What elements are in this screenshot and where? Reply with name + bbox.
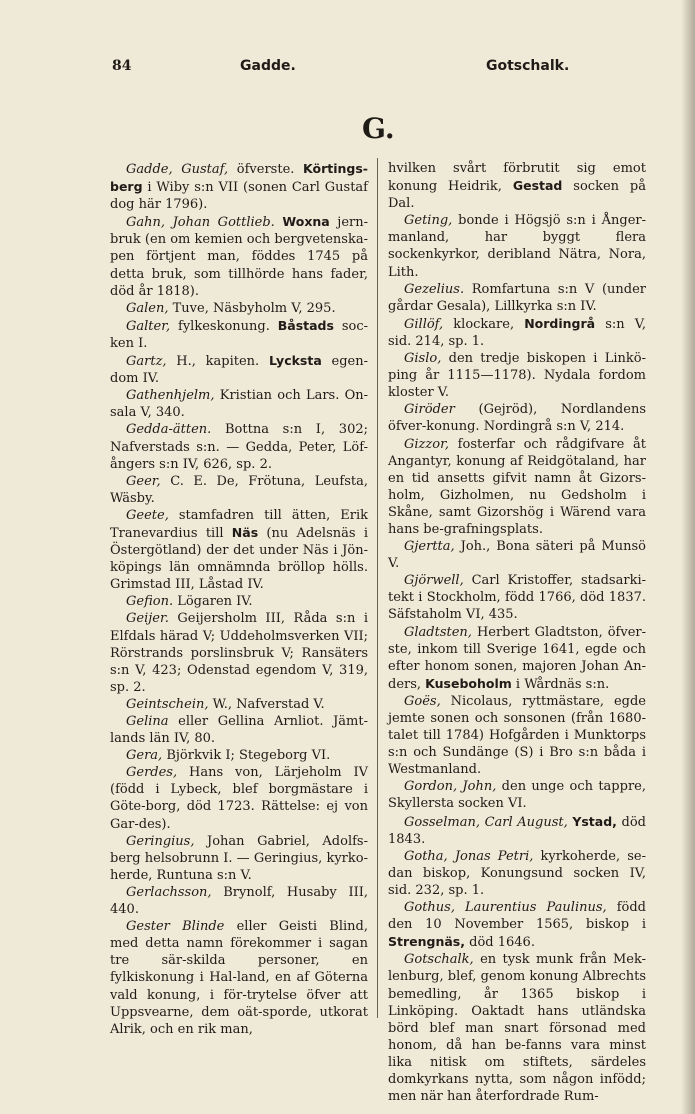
entry-pre: eller Gellina Arnliot. Jämt-lands län IV, 80. [110, 714, 368, 747]
entry-head: Gladtsten, [404, 624, 472, 640]
entry-pre: Romfartuna s:n V (under gårdar Gesala), Lillkyrka s:n IV. [388, 281, 646, 314]
entry [110, 507, 368, 593]
entry-head: Gelina [126, 714, 169, 729]
entry [388, 350, 646, 401]
entry [388, 624, 646, 693]
entry-pre: fylkeskonung. [170, 318, 278, 334]
entry-pre: H., kapiten. [166, 354, 269, 370]
entry [388, 951, 646, 1105]
entry-post: jern-bruk (en om kemien och bergvetenska-pen förtjent man, föddes 1745 på detta bruk, som tillhörde hans fader, död år 1818). [110, 215, 368, 299]
entry-head: Gester Blinde [126, 919, 225, 935]
entry [110, 833, 368, 884]
entry [110, 713, 368, 747]
entry-pre: en tysk munk från Mek-lenburg, blef, genom konung Albrechts bemedling, år 1365 biskop i Linköping. Oaktadt hans utländska börd blef man snart försonad med honom, då han be-fanns vara minst lika nitisk om stiftets, särdeles domkyrkans nytta, som någon infödd; men när han återfordrade Rum- [388, 952, 646, 1105]
entry-head: Gislo, [404, 351, 442, 367]
entry-head: Gizzor, [404, 436, 449, 452]
entry-head: Gartz, [126, 354, 167, 370]
entry [110, 593, 368, 610]
entry-pre: Tuve, Näsbyholm V, 295. [168, 300, 336, 316]
entry-head: Gefion. [126, 594, 174, 610]
entry-pre: Lögaren IV. [173, 594, 253, 610]
entry-pre: fosterfar och rådgifvare åt Angantyr, konung af Reidgötaland, har en tid ansetts gifvit namn åt Gizors-holm, Gizholmen, nu Gedsholm i Skåne, samt Gizorshög i Wärend vara hans be-grafningsplats. [388, 436, 646, 537]
entry-head: Galen, [126, 300, 169, 316]
entry-pre: Kristian och Lars. On-sala V, 340. [110, 388, 368, 421]
entry-head: Giröder [404, 402, 455, 418]
entry-head: Gedda-ätten. [126, 422, 212, 438]
entry-head: Gadde, Gustaf, [126, 162, 229, 177]
entry-head: Geintschein, [126, 696, 209, 712]
entry [110, 387, 368, 421]
entry [388, 212, 646, 280]
entry-head: Galter, [126, 318, 171, 334]
entry-bold: Körtings-berg [110, 161, 368, 195]
column-divider [377, 158, 378, 1018]
entry-head: Gezelius. [404, 281, 465, 297]
entry-head: Gerdes, [126, 765, 178, 781]
entry [388, 572, 646, 623]
entry-pre: Joh., Bona säteri på Munsö V. [388, 539, 646, 572]
entry-head: Gathenhjelm, [126, 388, 215, 404]
entry-pre: bonde i Högsjö s:n i Ånger-manland, har byggt flera sockenkyrkor, deribland Nätra, Nora, Lith. [388, 213, 646, 280]
entry [388, 436, 646, 539]
entry [110, 317, 368, 352]
entry-pre: Herbert Gladtston, öfver-ste, inkom till Sverige 1641, egde och efter honom sonen, majoren Johan An-ders, [388, 624, 646, 692]
entry [110, 421, 368, 472]
entry [388, 401, 646, 435]
entry-pre: Johan Gabriel, Adolfs-berg helsobrunn I. — Geringius, kyrko-herde, Runtuna s:n V. [110, 833, 368, 883]
entry-post: död 1843. [388, 814, 646, 847]
entry-pre: den tredje biskopen i Linkö-ping år 1115—1178). Nydala fordom kloster V. [388, 351, 646, 401]
entry [388, 778, 646, 812]
entry-pre: stamfadren till ätten, Erik Tranevardius till [110, 507, 368, 541]
entry-head: Gosselman, Carl August, [404, 814, 568, 830]
entry-pre: eller Geisti Blind, med detta namn förekommer i sagan tre sär-skilda personer, en fylkiskonung i Hal-land, en af Göterna vald konung, i för-trytelse öfver att Uppsvearne, dem oät-sporde, utkorat Alrik, och en rik man, [110, 919, 368, 1037]
entry-head: Geete, [126, 507, 169, 523]
entry-head: Geijer. [126, 611, 169, 627]
right-running-head: Gotschalk. [486, 58, 570, 74]
entry-head: Geting, [404, 213, 453, 229]
entry-head: Gordon, John, [404, 779, 497, 795]
entry-bold: Nordingrå [524, 315, 596, 331]
entry-head: Gothus, Laurentius Paulinus, [404, 900, 607, 916]
left-running-head: Gadde. [240, 58, 296, 74]
entry [388, 160, 646, 212]
entry-pre: öfverste. [228, 162, 304, 177]
entry-post: socken på Dal. [388, 179, 646, 212]
entry-head: Gahn, Johan Gottlieb. [126, 215, 275, 231]
entry-post: egen-dom IV. [110, 354, 369, 387]
entry-post: i Wårdnäs s:n. [511, 676, 610, 692]
entry [110, 213, 368, 299]
entry-head: Gotschalk, [404, 952, 474, 968]
entry-pre: Nicolaus, ryttmästare, egde jemte sonen och sonsonen (från 1680-talet till 1784) Hofgården i Munktorps s:n och Sundänge (S) i Bro s:n båda i Westmanland. [388, 693, 646, 778]
running-header [0, 58, 695, 82]
entry-head: Geringius, [126, 833, 195, 849]
entry-pre: Björkvik I; Stegeborg VI. [162, 748, 331, 764]
entry-head: Gerlachsson, [126, 884, 212, 900]
entry [110, 300, 368, 317]
entry-post: (nu Adelsnäs i Östergötland) der det under Näs i Jön-köpings län omnämnda bröllop hölls. Grimstad III, Låstad IV. [110, 525, 368, 593]
entry-bold: Båstads [277, 317, 334, 333]
entry [388, 899, 646, 951]
entry-post: död 1646. [465, 935, 535, 951]
entry-head: Gotha, Jonas Petri, [404, 848, 534, 864]
entry-post: s:n V, sid. 214, sp. 1. [388, 316, 646, 349]
entry [110, 352, 368, 387]
entry-post: soc-ken I. [110, 318, 368, 351]
entry-bold: Woxna [282, 214, 330, 230]
entry-head: Gjertta, [404, 539, 455, 555]
entry-head: Gera, [126, 748, 163, 764]
entry-head: Geer, [126, 473, 161, 489]
entry-pre: kyrkoherde, se-dan biskop, Konungsund socken IV, sid. 232, sp. 1. [388, 848, 646, 898]
left-column [110, 160, 368, 1038]
entry-bold: Näs [231, 524, 259, 540]
right-column [388, 160, 646, 1105]
entry [388, 315, 646, 350]
entry-pre: född den 10 November 1565, biskop i [388, 900, 646, 933]
entry-pre: C. E. De, Frötuna, Leufsta, Wäsby. [110, 473, 368, 506]
entry-head: Gjörwell, [404, 573, 464, 589]
entry-pre: Hans von, Lärjeholm IV (född i Lybeck, blef borgmästare i Göte-borg, död 1723. Rättelse: ej von Gar-des). [110, 765, 368, 832]
entry [110, 473, 368, 507]
entry-pre: Brynolf, Husaby III, 440. [110, 884, 368, 918]
entry-pre: Bottna s:n I, 302; Nafverstads s:n. — Gedda, Peter, Löf-ångers s:n IV, 626, sp. 2. [110, 422, 368, 472]
entry [110, 884, 368, 918]
entry-pre: Geijersholm III, Råda s:n i Elfdals härad V; Uddeholmsverken VII; Rörstrands porslinsbruk V; Ransäters s:n V, 423; Odenstad egendom V, 319, sp. 2. [110, 611, 368, 695]
page-edge-shadow [681, 0, 695, 1114]
entry-head: Goës, [404, 693, 441, 709]
entry-head: Gillöf, [404, 316, 444, 332]
entry [110, 918, 368, 1038]
entry-pre: klockare, [443, 316, 525, 332]
entry-post: i Wiby s:n VII (sonen Carl Gustaf dog här 1796). [110, 180, 368, 213]
section-letter: G. [362, 112, 395, 145]
entry-bold: Kuseboholm [425, 675, 512, 691]
entry [388, 281, 646, 315]
entry [110, 696, 368, 713]
entry [388, 693, 646, 778]
entry [388, 538, 646, 572]
page-number: 84 [112, 58, 132, 74]
entry [388, 813, 646, 848]
entry-bold: Ystad, [572, 813, 617, 829]
entry [110, 747, 368, 764]
entry [110, 160, 368, 213]
entry-pre: den unge och tappre, Skyllersta socken VI. [388, 779, 646, 812]
entry [110, 764, 368, 832]
entry [110, 610, 368, 695]
entry-pre: W., Nafverstad V. [208, 696, 325, 712]
entry-bold: Lycksta [268, 353, 322, 369]
entry-pre: Carl Kristoffer, stadsarki-tekt i Stockholm, född 1766, död 1837. Säfstaholm VI, 435. [388, 573, 646, 623]
entry-bold: Gestad [512, 178, 563, 194]
entry-pre: (Gejröd), Nordlandens öfver-konung. Nordingrå s:n V, 214. [388, 402, 646, 435]
entry [388, 848, 646, 899]
entry-pre: hvilken svårt förbrutit sig emot konung Heidrik, [388, 161, 646, 195]
entry-bold: Strengnäs, [388, 934, 465, 950]
